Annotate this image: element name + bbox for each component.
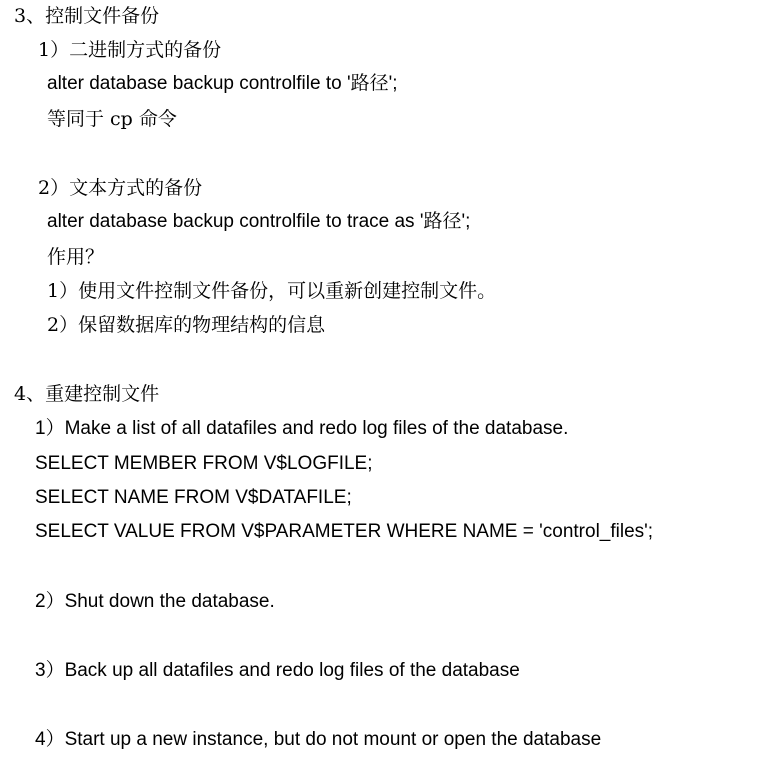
item-2-use-1: 1）使用文件控制文件备份，可以重新创建控制文件。 [47,280,497,302]
item-2-title: 2）文本方式的备份 [38,177,203,199]
step-4: 4）Start up a new instance, but do not mount or open the database [35,729,602,750]
step-2: 2）Shut down the database. [35,591,275,612]
item-1-code: alter database backup controlfile to '路径'; [47,73,398,94]
sql-query-datafile: SELECT NAME FROM V$DATAFILE; [35,487,352,508]
step-3: 3）Back up all datafiles and redo log files of the database [35,660,520,681]
section-3-heading: 3、控制文件备份 [14,5,160,27]
item-2-code: alter database backup controlfile to trace as '路径'; [47,211,471,232]
sql-query-parameter: SELECT VALUE FROM V$PARAMETER WHERE NAME = 'control_files'; [35,521,654,542]
step-1: 1）Make a list of all datafiles and redo log files of the database. [35,418,569,439]
section-4-heading: 4、重建控制文件 [14,383,160,405]
item-2-question: 作用？ [47,246,105,268]
item-1-note: 等同于 cp 命令 [47,108,177,130]
sql-query-logfile: SELECT MEMBER FROM V$LOGFILE; [35,453,373,474]
item-1-title: 1）二进制方式的备份 [38,39,222,61]
item-2-use-2: 2）保留数据库的物理结构的信息 [47,314,326,336]
